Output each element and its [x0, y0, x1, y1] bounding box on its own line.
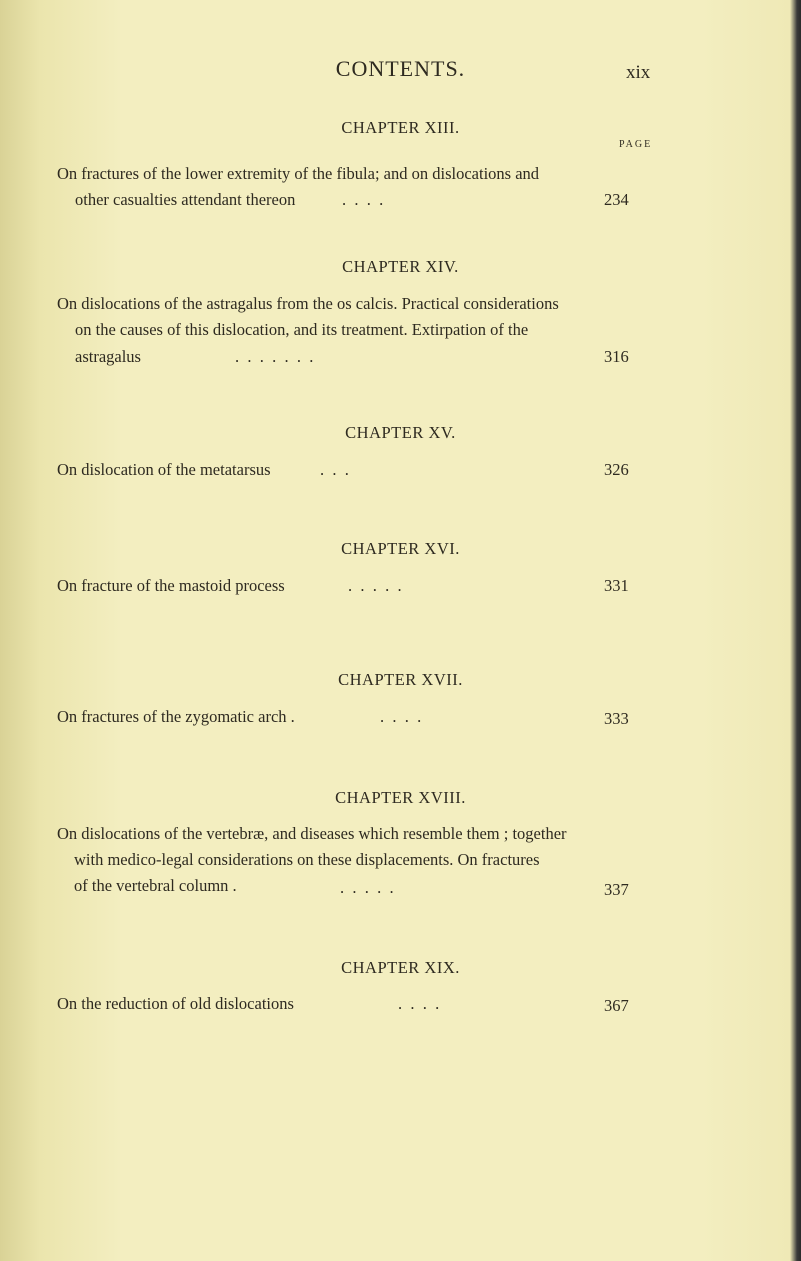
toc-page-number: 326	[604, 460, 629, 479]
dot-leaders: . . .	[320, 460, 349, 479]
toc-page-number: 333	[604, 709, 629, 728]
toc-entry-line: On fractures of the lower extremity of the fibula; and on dislocations and	[57, 164, 540, 183]
toc-page-number: 316	[604, 347, 629, 366]
chapter-heading: CHAPTER XVIII.	[335, 788, 466, 807]
toc-entry-line: with medico-legal considerations on these displacements. On fractures	[74, 850, 540, 869]
dot-leaders: . . . . .	[340, 878, 394, 897]
dot-leaders: . . . .	[342, 190, 384, 209]
toc-entry-line: On dislocation of the metatarsus	[57, 460, 271, 479]
page-column-label: PAGE	[619, 139, 653, 150]
dot-leaders: . . . . . . .	[235, 347, 314, 366]
chapter-heading: CHAPTER XIII.	[341, 118, 460, 137]
toc-page-number: 367	[604, 996, 629, 1015]
toc-entry-line: On the reduction of old dislocations	[57, 994, 294, 1013]
toc-page-number: 234	[604, 190, 629, 209]
toc-entry-line: On dislocations of the vertebræ, and diseases which resemble them ; together	[57, 824, 567, 843]
toc-entry-line: of the vertebral column .	[74, 876, 237, 895]
chapter-heading: CHAPTER XIX.	[341, 958, 460, 977]
toc-entry-line: On fracture of the mastoid process	[57, 576, 285, 595]
toc-entry-line: On dislocations of the astragalus from the os calcis. Practical considerations	[57, 294, 559, 313]
toc-entry-line: On fractures of the zygomatic arch .	[57, 707, 295, 726]
dot-leaders: . . . . .	[348, 576, 402, 595]
folio-page-number: xix	[626, 62, 651, 83]
toc-entry-line: astragalus	[75, 347, 141, 366]
toc-entry-line: other casualties attendant thereon	[75, 190, 296, 209]
chapter-heading: CHAPTER XVI.	[341, 539, 460, 558]
toc-entry-line: on the causes of this dislocation, and its treatment. Extirpation of the	[75, 320, 529, 339]
chapter-heading: CHAPTER XV.	[345, 423, 456, 442]
chapter-heading: CHAPTER XVII.	[338, 670, 463, 689]
dot-leaders: . . . .	[398, 994, 440, 1013]
toc-page-number: 331	[604, 576, 629, 595]
dot-leaders: . . . .	[380, 707, 422, 726]
running-head: CONTENTS.	[335, 56, 466, 81]
chapter-heading: CHAPTER XIV.	[342, 257, 459, 276]
toc-page-number: 337	[604, 880, 629, 899]
